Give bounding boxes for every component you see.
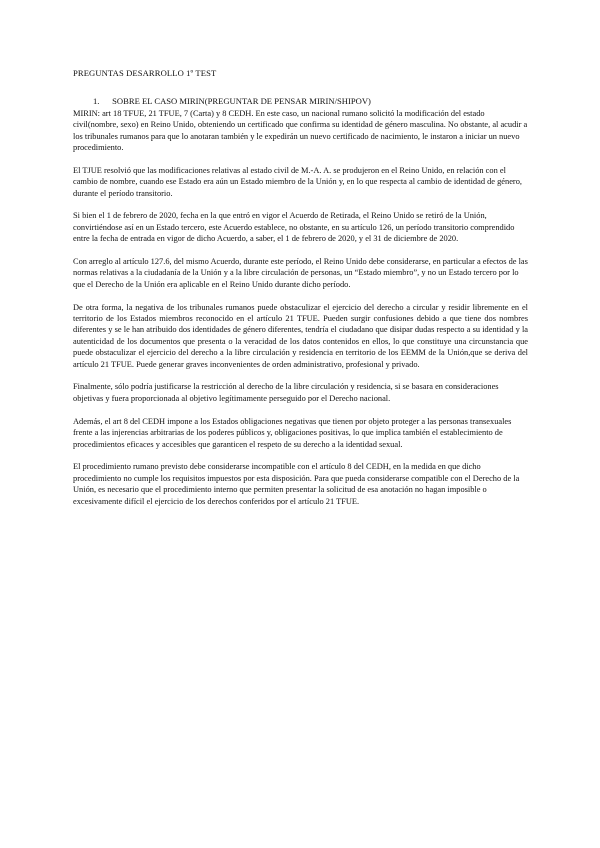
paragraph-withdrawal-agreement: Si bien el 1 de febrero de 2020, fecha en la que entró en vigor el Acuerdo de Retirada, el Reino Unido se retiró de la Unión, convirtiéndose así en un Estado tercero, este Acuerdo establece, no obstante, en su artículo 126, un período transitorio comprendido entre la fecha de entrada en vigor de dicho Acuerdo, a saber, el 1 de febrero de 2020, y el 31 de diciembre de 2020. — [73, 211, 515, 244]
paragraph-cedh-obligations: Además, el art 8 del CEDH impone a los Estados obligaciones negativas que tienen por objeto proteger a las personas transexuales frente a las injerencias arbitrarias de los poderes públicos y, obligaciones positivas, lo que implica también el establecimiento de procedimientos eficaces y accesibles que garanticen el respeto de su derecho a la identidad sexual. — [73, 416, 512, 449]
paragraph-justification: Finalmente, sólo podría justificarse la restricción al derecho de la libre circulación y residencia, si se basara en consideraciones objetivas y fuera proporcionada al objetivo legítimamente perseguido por el Derecho nacional. — [73, 382, 499, 403]
document-title: PREGUNTAS DESARROLLO 1º TEST — [73, 68, 217, 78]
paragraph-conclusion: El procedimiento rumano previsto debe considerarse incompatible con el artículo 8 del CEDH, en la medida en que dicho procedimiento no cumple los requisitos impuestos por esta disposición. Para que pueda considerarse compatible con el Derecho de la Unión, es necesario que el procedimiento interno que permiten presentar la solicitud de esa anotación no hagan imposible o excesivamente difícil el ejercicio de los derechos conferidos por el artículo 21 TFUE. — [73, 462, 520, 506]
paragraph-tjue-ruling: El TJUE resolvió que las modificaciones relativas al estado civil de M.-A. A. se produjeron en el Reino Unido, en relación con el cambio de nombre, cuando ese Estado era aún un Estado miembro de la Unión y, en lo que respecta al cambio de identidad de género, durante el período transitorio. — [73, 165, 522, 198]
section-heading — [73, 96, 528, 107]
paragraph-mirin-intro: MIRIN: art 18 TFUE, 21 TFUE, 7 (Carta) y 8 CEDH. En este caso, un nacional rumano solicitó la modificación del estado civil(nombre, sexo) en Reino Unido, obteniendo un certificado que confirma su identidad de género masculina. No obstante, al acudir a los tribunales rumanos para que lo anotaran también y le expedirán un nuevo certificado de nacimiento, le instaron a iniciar un nuevo procedimiento. — [73, 108, 528, 153]
document-page — [73, 68, 528, 518]
paragraph-article-127: Con arreglo al artículo 127.6, del mismo Acuerdo, durante este período, el Reino Unido debe considerarse, en particular a efectos de las normas relativas a la ciudadanía de la Unión y a la libre circulación de personas, un “Estado miembro”, y no un Estado tercero por lo que el Derecho de la Unión era aplicable en el Reino Unido durante dicho período. — [73, 257, 528, 289]
section-number: 1. — [93, 96, 100, 107]
paragraph-free-movement: De otra forma, la negativa de los tribunales rumanos puede obstaculizar el ejercicio del derecho a circular y residir libremente en el territorio de los Estados miembros reconocido en el artículo 21 TFUE. Pueden surgir confusiones debido a que tiene dos nombres diferentes y se le han atribuido dos identidades de género diferentes, tendría el ciudadano que disipar dudas respecto a su identidad y la autenticidad de los documentos que presenta o la veracidad de los datos contenidos en ellos, lo que constituye una circunstancia que puede obstaculizar el ejercicio del derecho a la libre circulación y residencia en territorio de los EEMM de la Unión,que se deriva del artículo 21 TFUE. Puede generar graves inconvenientes de orden administrativo, profesional y privado. — [73, 302, 528, 369]
section-heading-text: SOBRE EL CASO MIRIN(PREGUNTAR DE PENSAR MIRIN/SHIPOV) — [112, 96, 371, 107]
